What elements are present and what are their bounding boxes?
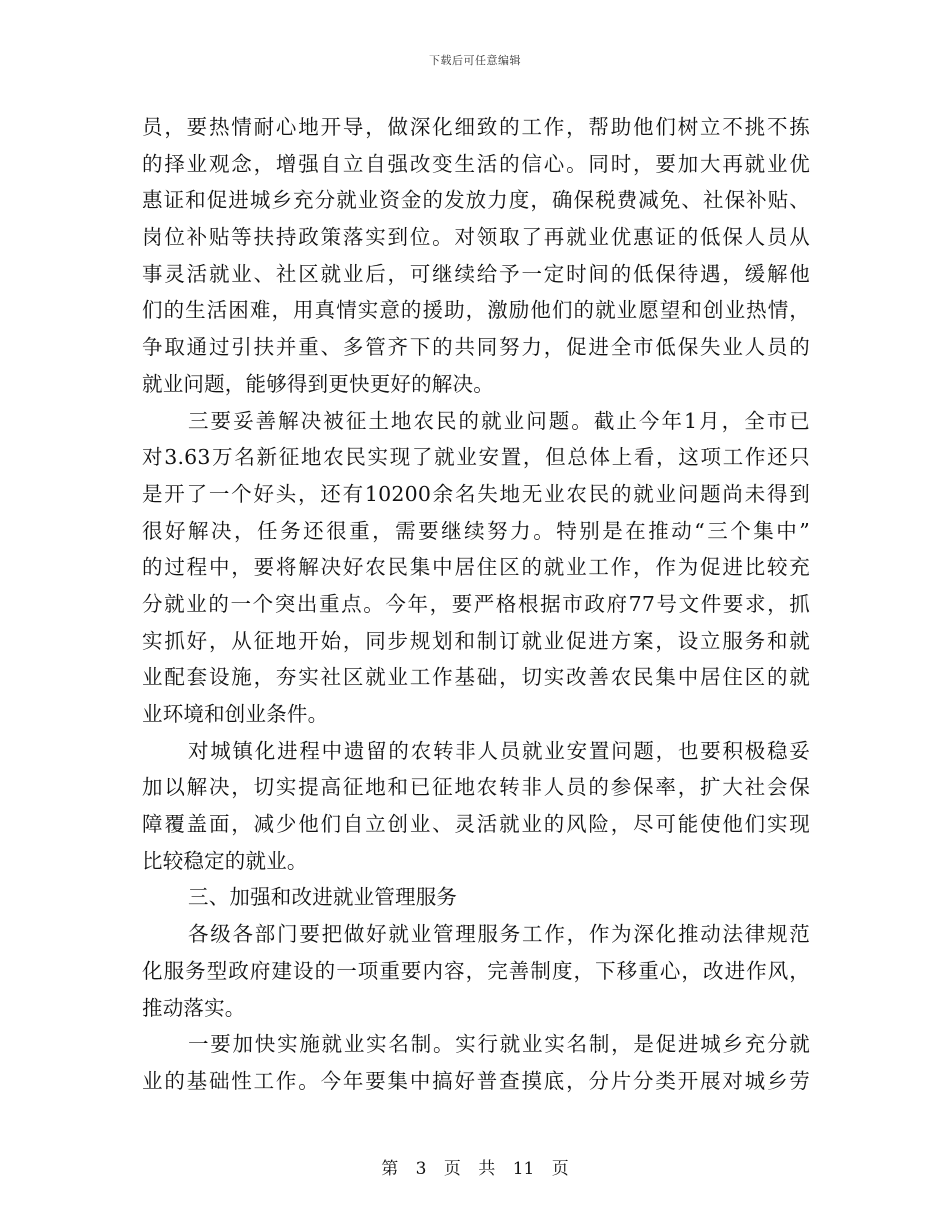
footer-total-pages: 11 (512, 1159, 535, 1179)
page-header-note: 下载后可任意编辑 (429, 54, 521, 67)
text-line: 就业问题，能够得到更快更好的解决。 (142, 371, 494, 396)
text-line: 的过程中，要将解决好农民集中居住区的就业工作，作为促进比较充 (142, 555, 810, 580)
document-body (142, 109, 810, 1100)
page-number-footer (0, 1154, 950, 1179)
footer-label-page-unit: 页 (443, 1159, 461, 1179)
footer-label-total-unit: 页 (551, 1159, 569, 1179)
text-line: 实抓好，从征地开始，同步规划和制订就业促进方案，设立服务和就 (142, 628, 810, 653)
text-line: 惠证和促进城乡充分就业资金的发放力度，确保税费减免、社保补贴、 (142, 188, 810, 213)
paragraph-start-line: 各级各部门要把做好就业管理服务工作，作为深化推动法律规范 (188, 922, 810, 947)
text-line: 岗位补贴等扶持政策落实到位。对领取了再就业优惠证的低保人员从 (142, 225, 810, 250)
paragraph-start-line: 三要妥善解决被征土地农民的就业问题。截止今年1月，全市已 (188, 408, 810, 433)
text-line: 分就业的一个突出重点。今年，要严格根据市政府77号文件要求，抓 (142, 591, 810, 616)
text-line: 化服务型政府建设的一项重要内容，完善制度，下移重心，改进作风， (142, 958, 810, 983)
text-line: 业环境和创业条件。 (142, 702, 329, 726)
paragraph-start-line: 一要加快实施就业实名制。实行就业实名制，是促进城乡充分就 (188, 1032, 810, 1057)
section-heading: 三、加强和改进就业管理服务 (188, 885, 458, 910)
text-line: 是开了一个好头，还有10200余名失地无业农民的就业问题尚未得到 (142, 481, 810, 506)
footer-current-page: 3 (415, 1159, 427, 1179)
text-line: 业配套设施，夯实社区就业工作基础，切实改善农民集中居住区的就 (142, 665, 810, 690)
footer-label-total: 共 (478, 1159, 496, 1179)
paragraph-start-line: 对城镇化进程中遗留的农转非人员就业安置问题，也要积极稳妥 (188, 738, 810, 763)
text-line: 争取通过引扶并重、多管齐下的共同努力，促进全市低保失业人员的 (142, 335, 810, 360)
text-line: 比较稳定的就业。 (142, 848, 308, 873)
text-line: 事灵活就业、社区就业后，可继续给予一定时间的低保待遇，缓解他 (142, 261, 810, 286)
footer-label-page: 第 (381, 1159, 399, 1179)
text-line: 对3.63万名新征地农民实现了就业安置，但总体上看，这项工作还只 (142, 445, 810, 470)
text-line: 业的基础性工作。今年要集中搞好普查摸底，分片分类开展对城乡劳 (142, 1068, 810, 1093)
text-line: 加以解决，切实提高征地和已征地农转非人员的参保率，扩大社会保 (142, 775, 810, 800)
text-line: 员，要热情耐心地开导，做深化细致的工作，帮助他们树立不挑不拣 (142, 115, 810, 139)
text-line: 很好解决，任务还很重，需要继续努力。特别是在推动“三个集中” (142, 518, 810, 543)
text-line: 们的生活困难，用真情实意的援助，激励他们的就业愿望和创业热情， (142, 298, 810, 323)
text-line: 推动落实。 (142, 995, 246, 1020)
text-line: 障覆盖面，减少他们自立创业、灵活就业的风险，尽可能使他们实现 (142, 812, 810, 837)
text-line: 的择业观念，增强自立自强改变生活的信心。同时，要加大再就业优 (142, 151, 810, 176)
